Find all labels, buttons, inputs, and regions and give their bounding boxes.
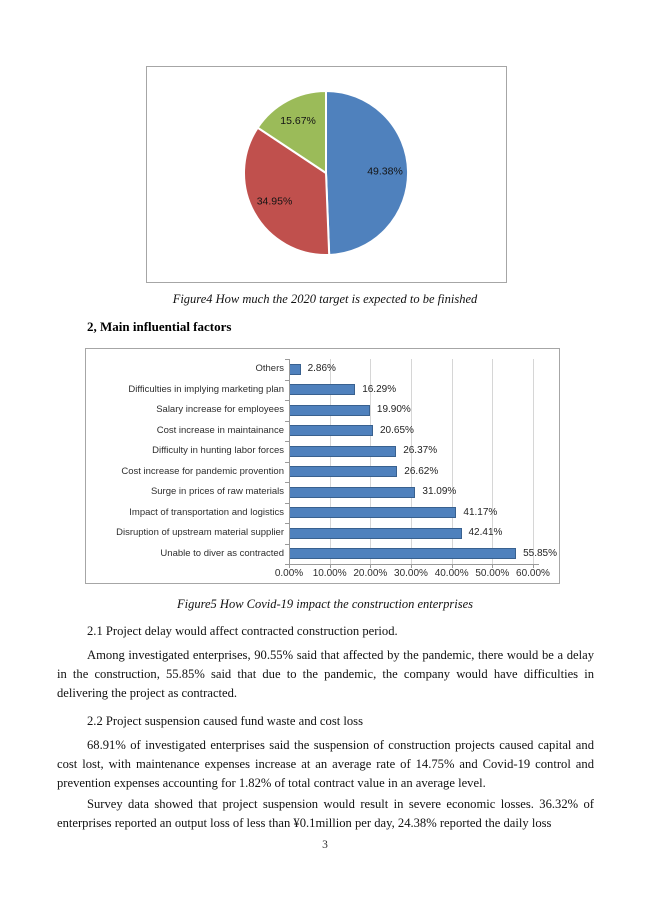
bar-row-0 xyxy=(289,359,545,380)
bar-row-4 xyxy=(289,441,545,462)
x-axis-tick-label-6: 60.00% xyxy=(516,568,550,579)
category-axis-tick-mark xyxy=(285,503,289,504)
bar-1 xyxy=(289,384,355,395)
bar-value-label-3: 20.65% xyxy=(380,424,414,436)
figure4-pie-chart xyxy=(146,66,507,283)
bar-value-label-6: 31.09% xyxy=(422,486,457,497)
bar-value-label-4: 26.37% xyxy=(403,445,438,456)
bar-row-3 xyxy=(289,421,545,442)
bar-category-label-6: Surge in prices of raw materials xyxy=(150,486,284,497)
paragraph-2-2-body-2: Survey data showed that project suspension would result in severe economic losses. 36.32% of enterprises reported an output loss of less than ¥0.1million per day, 24.38% reported the daily loss xyxy=(57,797,594,830)
x-axis-tick-label-5: 50.00% xyxy=(475,568,510,579)
bar-row-7 xyxy=(289,503,545,524)
bar-3 xyxy=(289,425,373,436)
pie-chart-canvas xyxy=(147,67,506,282)
bar-value-label-0: 2.86% xyxy=(307,363,336,374)
bar-value-label-5: 26.62% xyxy=(404,465,439,477)
bar-category-label-0: Others xyxy=(255,363,284,374)
bar-chart-plot-area xyxy=(289,359,558,564)
bar-category-label-9: Unable to diver as contracted xyxy=(160,547,284,559)
pie-slice-label-0: 49.38% xyxy=(367,165,403,178)
bar-value-label-2: 19.90% xyxy=(376,404,411,415)
bar-8 xyxy=(289,528,462,539)
bar-value-label-1: 16.29% xyxy=(362,383,397,395)
bar-6 xyxy=(289,487,415,498)
bar-row-5 xyxy=(289,462,545,483)
category-axis-tick-mark xyxy=(285,482,289,483)
category-axis-tick-mark xyxy=(285,564,289,565)
category-axis-tick-mark xyxy=(285,359,289,360)
bar-2 xyxy=(289,405,370,416)
category-axis-tick-mark xyxy=(285,523,289,524)
bar-7 xyxy=(289,507,456,518)
bar-9 xyxy=(289,548,516,559)
category-axis-tick-mark xyxy=(285,441,289,442)
paragraph-2-1-body: Among investigated enterprises, 90.55% said that affected by the pandemic, there would be a delay in the construction, 55.85% said that due to the pandemic, the company would have difficulties in delivering the project as contracted. xyxy=(57,648,594,700)
bar-value-label-9: 55.85% xyxy=(523,547,558,559)
pie-slice-label-1: 34.95% xyxy=(256,195,293,208)
x-axis-line xyxy=(289,564,539,565)
x-axis-tick-label-3: 30.00% xyxy=(394,568,428,579)
bar-category-label-7: Impact of transportation and logistics xyxy=(129,506,284,518)
bar-row-9 xyxy=(289,544,558,565)
bar-row-2 xyxy=(289,400,545,421)
bar-0 xyxy=(289,364,301,375)
bar-row-8 xyxy=(289,523,545,544)
paragraph-2-1-heading: 2.1 Project delay would affect contracted construction period. xyxy=(87,624,398,638)
bar-category-label-4: Difficulty in hunting labor forces xyxy=(152,445,284,456)
paragraph-2-2-body: 68.91% of investigated enterprises said the suspension of construction projects caused capital and cost lost, with maintenance expenses increase at an average rate of 14.75% and Covid-19 control and prevention expenses accounting for 1.82% of total contract value in an average level. xyxy=(57,738,594,790)
figure5-caption: Figure5 How Covid-19 impact the construction enterprises xyxy=(176,597,474,611)
category-axis-tick-mark xyxy=(285,380,289,381)
bar-category-label-2: Salary increase for employees xyxy=(156,404,284,415)
figure5-bar-chart xyxy=(85,348,560,584)
x-axis-tick-label-2: 20.00% xyxy=(353,568,388,579)
bar-value-label-7: 41.17% xyxy=(463,506,498,518)
bar-4 xyxy=(289,446,396,457)
category-axis-tick-mark xyxy=(285,544,289,545)
x-axis-tick-label-4: 40.00% xyxy=(434,568,469,579)
bar-value-label-8: 42.41% xyxy=(468,527,503,538)
category-axis-tick-mark xyxy=(285,462,289,463)
figure4-caption: Figure4 How much the 2020 target is expected to be finished xyxy=(172,292,478,306)
bar-category-label-3: Cost increase in maintainance xyxy=(156,424,284,436)
bar-5 xyxy=(289,466,397,477)
bar-row-1 xyxy=(289,380,545,401)
x-axis-tick-label-1: 10.00% xyxy=(312,568,347,579)
page-number: 3 xyxy=(322,839,328,851)
bar-category-label-8: Disruption of upstream material supplier xyxy=(116,527,284,538)
bar-category-label-5: Cost increase for pandemic provention xyxy=(121,465,284,477)
bar-category-label-1: Difficulties in implying marketing plan xyxy=(128,383,284,395)
pie-slice-label-2: 15.67% xyxy=(280,114,316,127)
bar-chart-category-axis xyxy=(90,359,284,564)
category-axis-tick-mark xyxy=(285,400,289,401)
category-axis-tick-mark xyxy=(285,421,289,422)
section-heading: 2, Main influential factors xyxy=(87,319,232,334)
paragraph-2-2-heading: 2.2 Project suspension caused fund waste and cost loss xyxy=(87,714,363,728)
x-axis-tick-label-0: 0.00% xyxy=(274,568,304,579)
category-axis-line xyxy=(289,359,290,564)
bar-row-6 xyxy=(289,482,545,503)
